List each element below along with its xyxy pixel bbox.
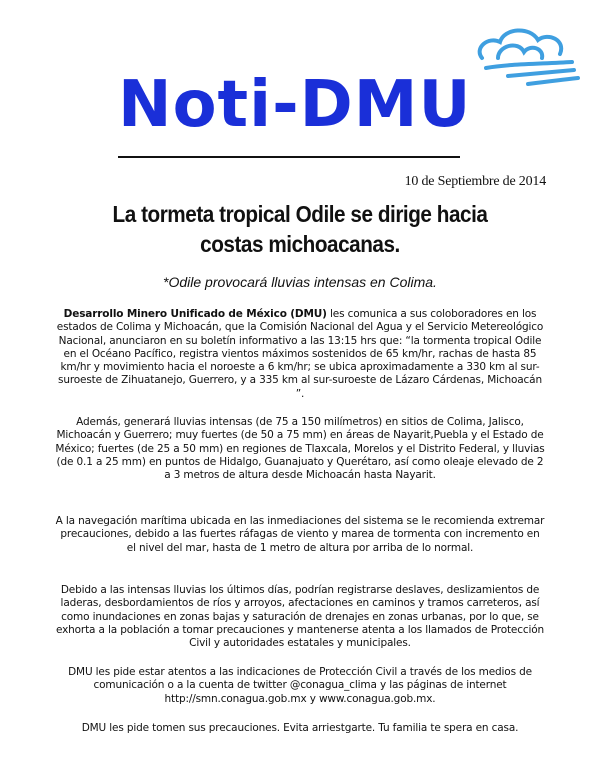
article-paragraph-2: Además, generará lluvias intensas (de 75 a 150 milímetros) en sitios de Colima, Jalisco, Michoacán y Guerrero; muy fuertes (de 50 a 75 mm) en áreas de Nayarit,Puebla y el Estado de México; fuertes (de 25 a 50 mm) en regiones de Tlaxcala, Morelos y el Distrito Federal, y lluvias (de 0.1 a 25 mm) en puntos de Hidalgo, Guanajuato y Querétaro, así como oleaje elevado de 2 a 3 metros de altura desde Michoacán hasta Nayarit. bbox=[55, 416, 545, 482]
cloud-wind-icon bbox=[468, 24, 588, 104]
article-paragraph-6: DMU les pide tomen sus precauciones. Evita arriestgarte. Tu familia te spera en casa. bbox=[81, 722, 519, 734]
logo-wind-line-1 bbox=[486, 62, 572, 68]
masthead-title: Noti-DMU bbox=[118, 68, 472, 142]
article-lead-org: Desarrollo Minero Unificado de México (DMU) bbox=[63, 308, 327, 320]
article-paragraph-5: DMU les pide estar atentos a las indicaciones de Protección Civil a través de los medios de comunicación o a la cuenta de twitter @conagua_clima y las páginas de internet http://smn.conagua.gob.mx y www.conagua.gob.mx. bbox=[68, 666, 532, 705]
article-paragraph-1-body: les comunica a sus coloboradores en los estados de Colima y Michoacán, que la Comisión Nacional del Agua y el Servicio Metereológico Nacional, anunciaron en su boletín informativo a las 13:15 hrs que: “la tormenta tropical Odile en el Océano Pacífico, registra vientos máximos sostenidos de 65 km/hr, rachas de hasta 85 km/hr y movimiento hacia el noroeste a 6 km/hr; se ubica aproximadamente a 330 km al sur-suroeste de Zihuatanejo, Guerrero, y a 335 km al sur-suroeste de Lázaro Cárdenas, Michoacán ”. bbox=[56, 308, 544, 400]
publication-date: 10 de Septiembre de 2014 bbox=[404, 174, 546, 189]
article-paragraph-1 bbox=[55, 308, 545, 401]
logo-cloud-inner bbox=[498, 45, 542, 58]
masthead-divider bbox=[118, 156, 460, 158]
logo-cloud-outer bbox=[480, 30, 562, 58]
article-headline: La tormeta tropical Odile se dirige hacia costas michoacanas. bbox=[112, 201, 488, 257]
logo-wind-line-2 bbox=[508, 70, 574, 76]
logo-wind-line-3 bbox=[528, 78, 578, 84]
article-paragraph-4: Debido a las intensas lluvias los últimos días, podrían registrarse deslaves, deslizamientos de laderas, desbordamientos de ríos y arroyos, afectaciones en caminos y tramos carreteros, así como inundaciones en zonas bajas y saturación de drenajes en zonas urbanas, por lo que, se exhorta a la población a tomar precauciones y mantenerse atenta a los llamados de Protección Civil y autoridades estatales y municipales. bbox=[55, 584, 545, 650]
article-subhead: *Odile provocará lluvias intensas en Colima. bbox=[163, 274, 437, 290]
article-paragraph-3: A la navegación marítima ubicada en las inmediaciones del sistema se le recomienda extremar precauciones, debido a las fuertes ráfagas de viento y marea de tormenta con incremento en el nivel del mar, hasta de 1 metro de altura por arriba de lo normal. bbox=[55, 515, 545, 554]
